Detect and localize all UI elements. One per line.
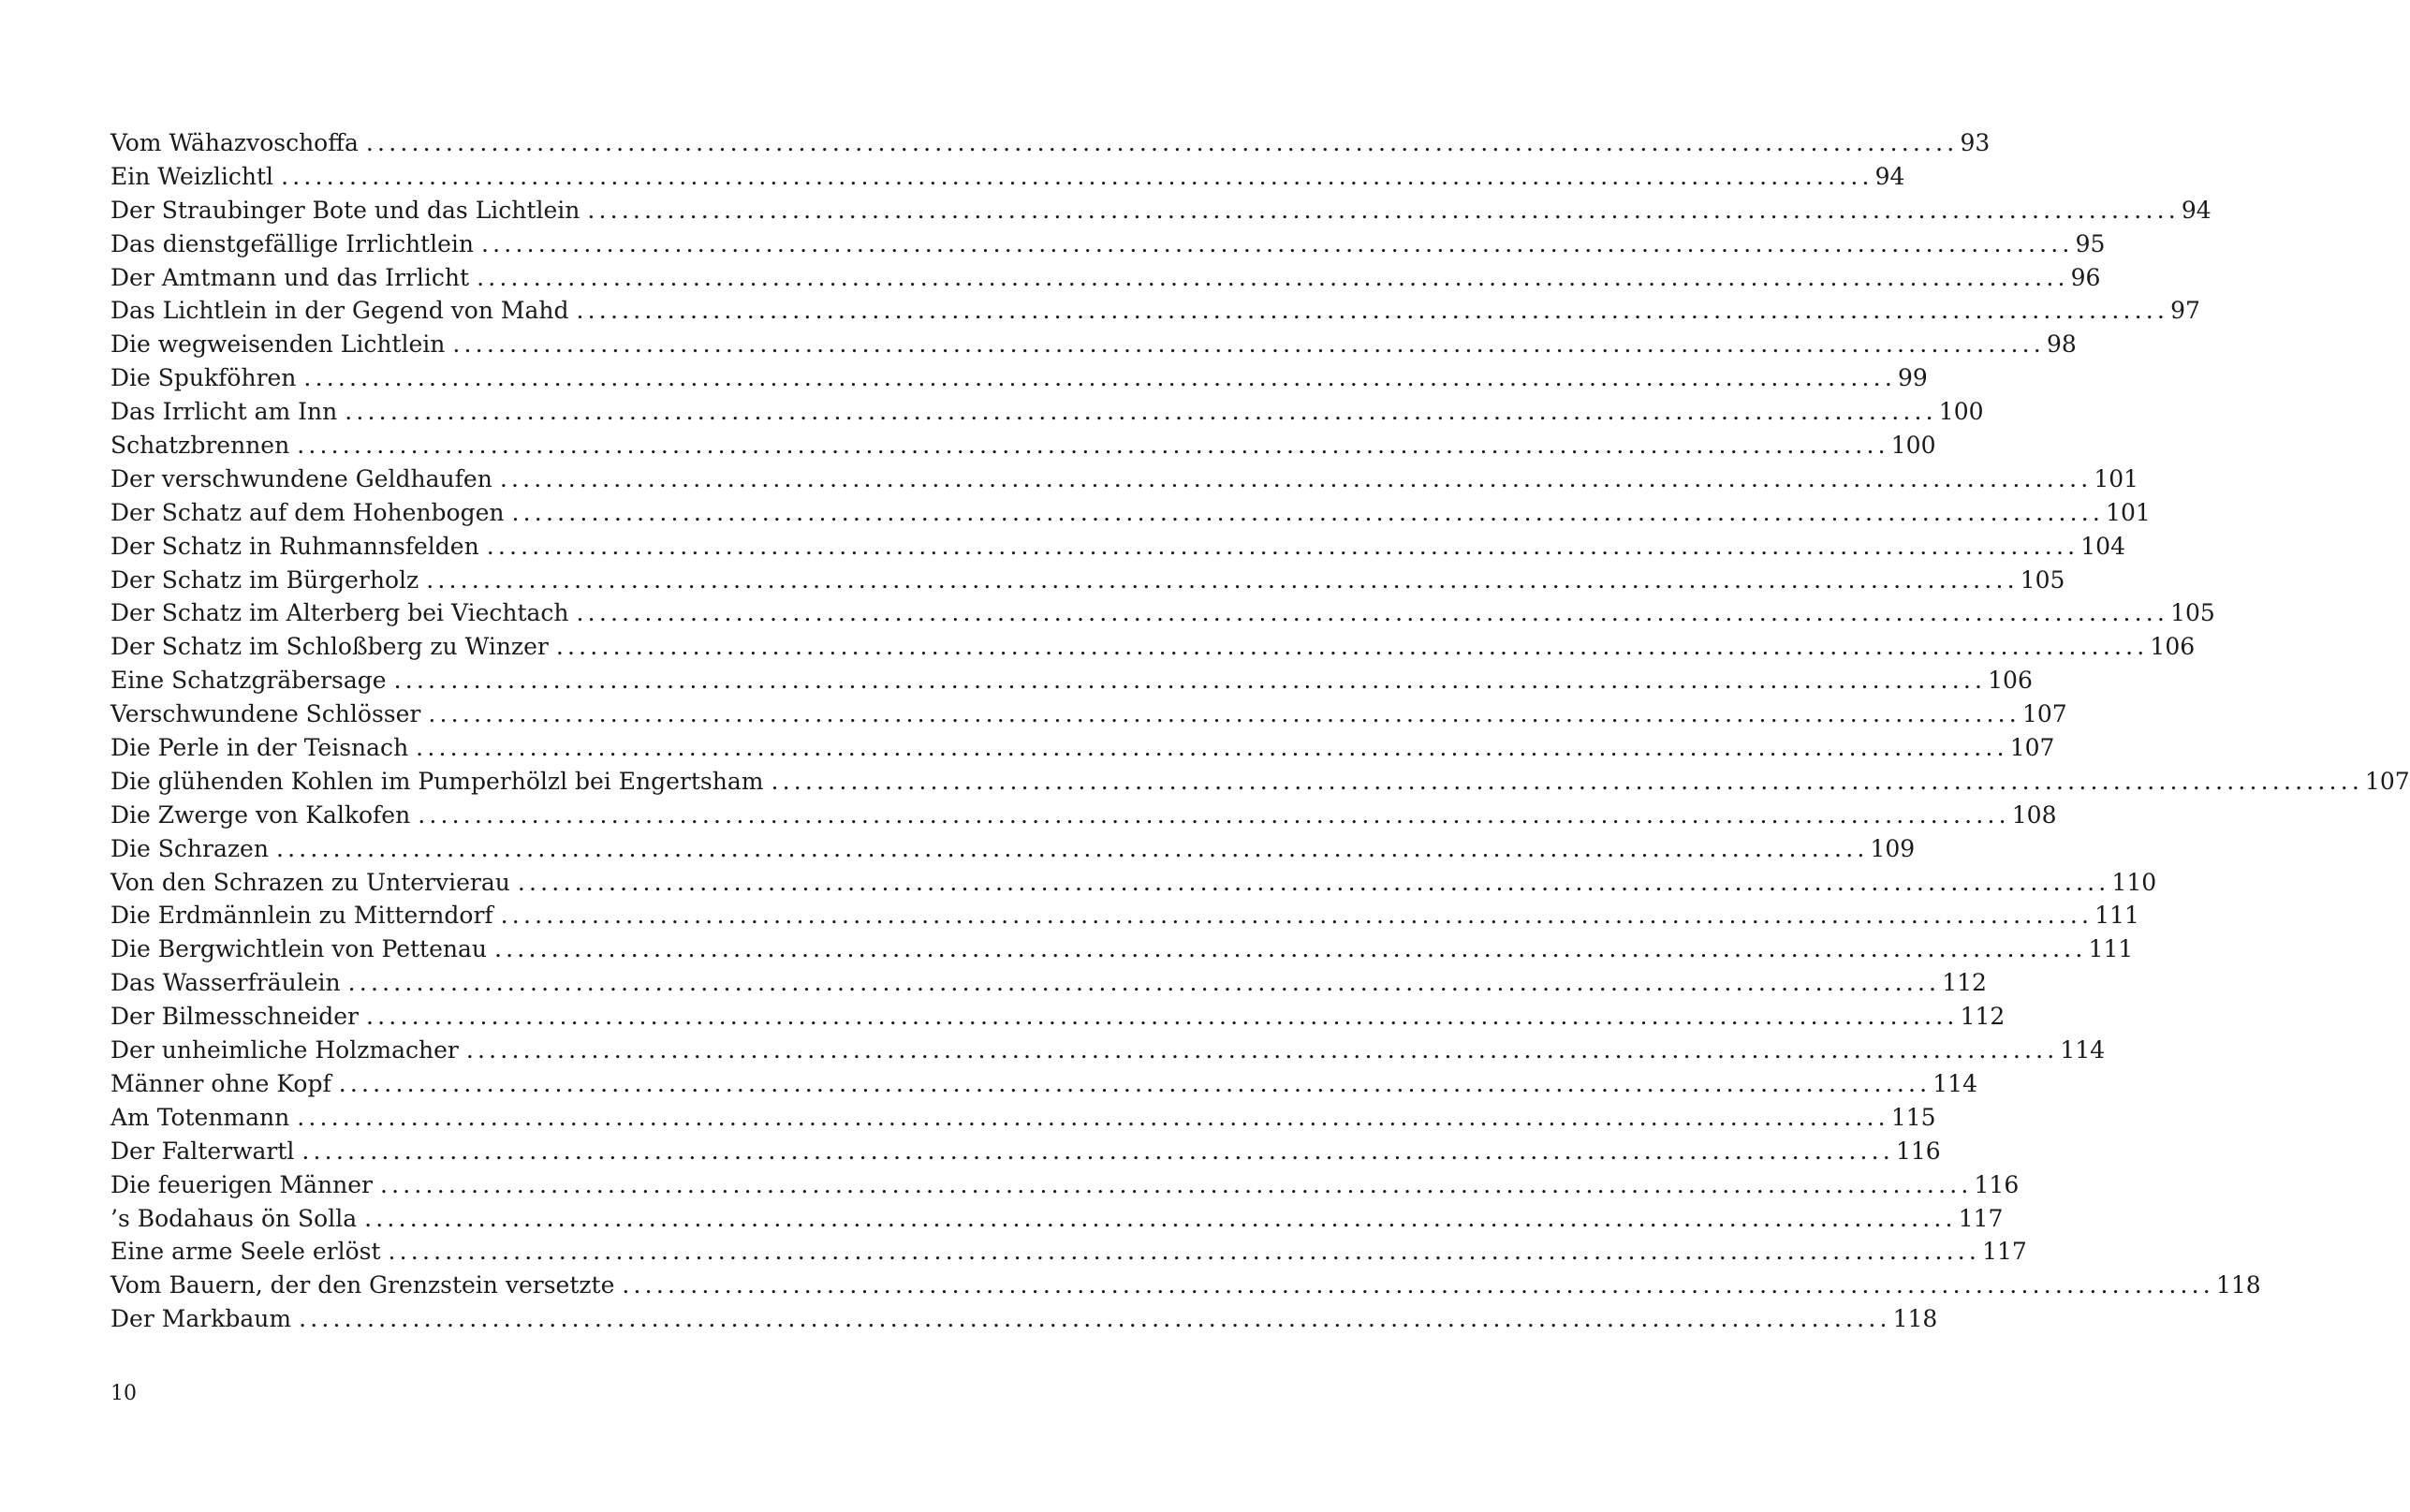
dot-leader: ............................................................................................................................................: [297, 432, 1889, 460]
toc-entry-page: 107: [2021, 700, 2067, 728]
toc-entry-title: Vom Bauern, der den Grenzstein versetzte: [110, 1271, 615, 1299]
toc-entry-title: Die wegweisenden Lichtlein: [110, 330, 446, 359]
toc-entry: [110, 697, 2067, 731]
toc-entry-page: 112: [1942, 969, 1987, 997]
dot-leader: ............................................................................................................................................: [416, 734, 2008, 762]
dot-leader: ............................................................................................................................................: [499, 464, 2093, 492]
toc-entry: [110, 899, 2139, 932]
toc-entry: [110, 1135, 1941, 1168]
dot-leader: ............................................................................................................................................: [452, 330, 2045, 359]
dot-leader: ............................................................................................................................................: [622, 1271, 2214, 1299]
toc-entry: [110, 1067, 1977, 1101]
toc-entry: [110, 530, 2125, 564]
toc-entry-page: 99: [1897, 364, 1928, 392]
toc-entry-title: Das dienstgefällige Irrlichtlein: [110, 229, 474, 257]
toc-entry-page: 97: [2170, 297, 2200, 325]
dot-leader: ............................................................................................................................................: [347, 969, 1941, 997]
toc-entry-page: 107: [2009, 734, 2055, 762]
toc-entry: [110, 799, 2057, 832]
dot-leader: ............................................................................................................................................: [366, 1003, 1959, 1031]
toc-entry-page: 100: [1890, 432, 1936, 460]
toc-entry: [110, 564, 2065, 597]
dot-leader: ............................................................................................................................................: [388, 1238, 1981, 1266]
toc-entry-page: 116: [1974, 1170, 2020, 1198]
toc-entry: [110, 228, 2106, 261]
toc-entry-page: 110: [2111, 868, 2157, 896]
dot-leader: ............................................................................................................................................: [428, 700, 2021, 728]
dot-leader: ............................................................................................................................................: [426, 565, 2019, 594]
toc-entry-title: Der Falterwartl: [110, 1137, 295, 1165]
toc-entry-title: Der Schatz im Alterberg bei Viechtach: [110, 599, 569, 627]
dot-leader: ............................................................................................................................................: [494, 935, 2087, 963]
dot-leader: ............................................................................................................................................: [555, 633, 2149, 661]
toc-entry-page: 118: [2215, 1271, 2261, 1299]
toc-entry: [110, 1000, 2006, 1034]
toc-entry-title: Von den Schrazen zu Untervierau: [110, 868, 510, 896]
dot-leader: ............................................................................................................................................: [379, 1170, 1973, 1198]
toc-entry-page: 117: [1958, 1204, 2004, 1232]
dot-leader: ............................................................................................................................................: [281, 162, 1874, 190]
toc-entry-title: Männer ohne Kopf: [110, 1069, 331, 1097]
toc-entry-page: 98: [2046, 330, 2077, 359]
toc-entry: [110, 664, 2033, 697]
toc-entry: [110, 294, 2200, 328]
dot-leader: ............................................................................................................................................: [511, 498, 2105, 526]
toc-entry: [110, 1168, 2020, 1202]
toc-entry-page: 96: [2070, 263, 2101, 291]
toc-entry-title: Der Bilmesschneider: [110, 1003, 360, 1031]
toc-entry-title: Am Totenmann: [110, 1103, 290, 1131]
toc-entry-title: Der Schatz in Ruhmannsfelden: [110, 532, 479, 560]
toc-entry-title: Der Schatz im Schloßberg zu Winzer: [110, 633, 549, 661]
toc-entry-title: Der Amtmann und das Irrlicht: [110, 263, 470, 291]
dot-leader: ............................................................................................................................................: [500, 902, 2094, 930]
page-number: 10: [110, 1382, 137, 1405]
dot-leader: ............................................................................................................................................: [301, 1137, 1894, 1165]
dot-leader: ............................................................................................................................................: [481, 229, 2074, 257]
toc-entry-title: Der Straubinger Bote und das Lichtlein: [110, 196, 580, 224]
toc-entry-title: Die feuerigen Männer: [110, 1170, 373, 1198]
dot-leader: ............................................................................................................................................: [338, 1069, 1932, 1097]
toc-entry-title: Das Wasserfräulein: [110, 969, 341, 997]
toc-entry: [110, 832, 1916, 866]
toc-entry-page: 106: [2150, 633, 2196, 661]
toc-entry-title: Schatzbrennen: [110, 432, 290, 460]
toc-entry: [110, 361, 1928, 395]
toc-entry-title: Die Zwerge von Kalkofen: [110, 800, 411, 829]
dot-leader: ............................................................................................................................................: [393, 667, 1987, 695]
toc-entry: [110, 160, 1905, 194]
toc-entry-page: 114: [1932, 1069, 1977, 1097]
dot-leader: ............................................................................................................................................: [486, 532, 2079, 560]
dot-leader: ............................................................................................................................................: [418, 800, 2010, 829]
toc-entry: [110, 596, 2215, 630]
dot-leader: ............................................................................................................................................: [576, 297, 2169, 325]
toc-entry: [110, 1034, 2106, 1067]
dot-leader: ............................................................................................................................................: [297, 1103, 1889, 1131]
toc-entry-title: Der Schatz auf dem Hohenbogen: [110, 498, 505, 526]
toc-entry-title: Die glühenden Kohlen im Pumperhölzl bei Engertsham: [110, 767, 764, 795]
toc-entry-title: Ein Weizlichtl: [110, 162, 274, 190]
toc-entry-page: 93: [1960, 129, 1991, 156]
toc-entry-page: 101: [2106, 498, 2151, 526]
toc-entry-page: 101: [2094, 464, 2139, 492]
toc-entry-page: 100: [1938, 398, 1984, 426]
toc-entry-page: 111: [2094, 902, 2139, 930]
toc-entry: [110, 1202, 2004, 1236]
toc-entry: [110, 1101, 1936, 1135]
toc-entry-page: 104: [2080, 532, 2125, 560]
toc-entry-title: Die Bergwichtlein von Pettenau: [110, 935, 487, 963]
toc-entry-title: Der Schatz im Bürgerholz: [110, 565, 419, 594]
toc-entry-title: Der unheimliche Holzmacher: [110, 1036, 459, 1064]
dot-leader: ............................................................................................................................................: [477, 263, 2069, 291]
dot-leader: ............................................................................................................................................: [465, 1036, 2059, 1064]
toc-entry: [110, 1302, 1938, 1336]
toc-entry-page: 94: [1874, 162, 1905, 190]
toc-entry-page: 115: [1890, 1103, 1936, 1131]
toc-entry-title: Das Lichtlein in der Gegend von Mahd: [110, 297, 569, 325]
toc-entry-page: 105: [2020, 565, 2065, 594]
toc-entry-page: 105: [2170, 599, 2215, 627]
toc-entry: [110, 126, 1991, 160]
toc-entry-page: 94: [2181, 196, 2212, 224]
toc-entry: [110, 765, 2410, 799]
toc-entry: [110, 866, 2157, 900]
toc-entry-page: 112: [1960, 1003, 2006, 1031]
toc-entry-title: Der verschwundene Geldhaufen: [110, 464, 492, 492]
toc-entry-title: Vom Wähazvoschoffa: [110, 129, 359, 156]
toc-entry: [110, 328, 2077, 361]
toc-entry-title: Die Schrazen: [110, 834, 269, 862]
toc-entry: [110, 261, 2101, 295]
dot-leader: ............................................................................................................................................: [303, 364, 1896, 392]
toc-entry-title: Der Markbaum: [110, 1305, 292, 1333]
dot-leader: ............................................................................................................................................: [365, 129, 1959, 156]
dot-leader: ............................................................................................................................................: [771, 767, 2363, 795]
toc-entry-page: 117: [1982, 1238, 2027, 1266]
toc-entry: [110, 429, 1936, 462]
toc-entry: [110, 395, 1984, 429]
toc-entry-title: Die Spukföhren: [110, 364, 297, 392]
toc-entry-title: Eine Schatzgräbersage: [110, 667, 387, 695]
toc-entry-page: 106: [1988, 667, 2033, 695]
toc-entry-page: 107: [2365, 767, 2410, 795]
toc-entry: [110, 630, 2196, 664]
toc-entry-title: Verschwundene Schlösser: [110, 700, 421, 728]
toc-entry-title: Das Irrlicht am Inn: [110, 398, 338, 426]
toc-entry-page: 118: [1892, 1305, 1938, 1333]
toc-entry: [110, 496, 2151, 530]
toc-entry: [110, 1235, 2027, 1269]
dot-leader: ............................................................................................................................................: [576, 599, 2169, 627]
toc-entry-page: 111: [2088, 935, 2134, 963]
dot-leader: ............................................................................................................................................: [275, 834, 1869, 862]
toc-entry-title: ’s Bodahaus ön Solla: [110, 1204, 358, 1232]
toc-entry: [110, 932, 2134, 966]
toc-entry: [110, 462, 2139, 496]
toc-entry-page: 95: [2075, 229, 2106, 257]
dot-leader: ............................................................................................................................................: [587, 196, 2180, 224]
toc-entry: [110, 1269, 2261, 1302]
toc-entry-page: 114: [2060, 1036, 2106, 1064]
dot-leader: ............................................................................................................................................: [517, 868, 2110, 896]
toc-entry-page: 109: [1870, 834, 1916, 862]
dot-leader: ............................................................................................................................................: [345, 398, 1937, 426]
toc-entry: [110, 731, 2055, 765]
toc-entry-title: Die Erdmännlein zu Mitterndorf: [110, 902, 493, 930]
toc-entry-page: 116: [1895, 1137, 1941, 1165]
toc-entry: [110, 966, 1987, 1000]
toc-entry-title: Eine arme Seele erlöst: [110, 1238, 381, 1266]
toc-entry: [110, 194, 2212, 228]
toc-entry-title: Die Perle in der Teisnach: [110, 734, 409, 762]
table-of-contents: [110, 126, 2410, 1336]
dot-leader: ............................................................................................................................................: [299, 1305, 1891, 1333]
toc-entry-page: 108: [2011, 800, 2057, 829]
dot-leader: ............................................................................................................................................: [364, 1204, 1957, 1232]
